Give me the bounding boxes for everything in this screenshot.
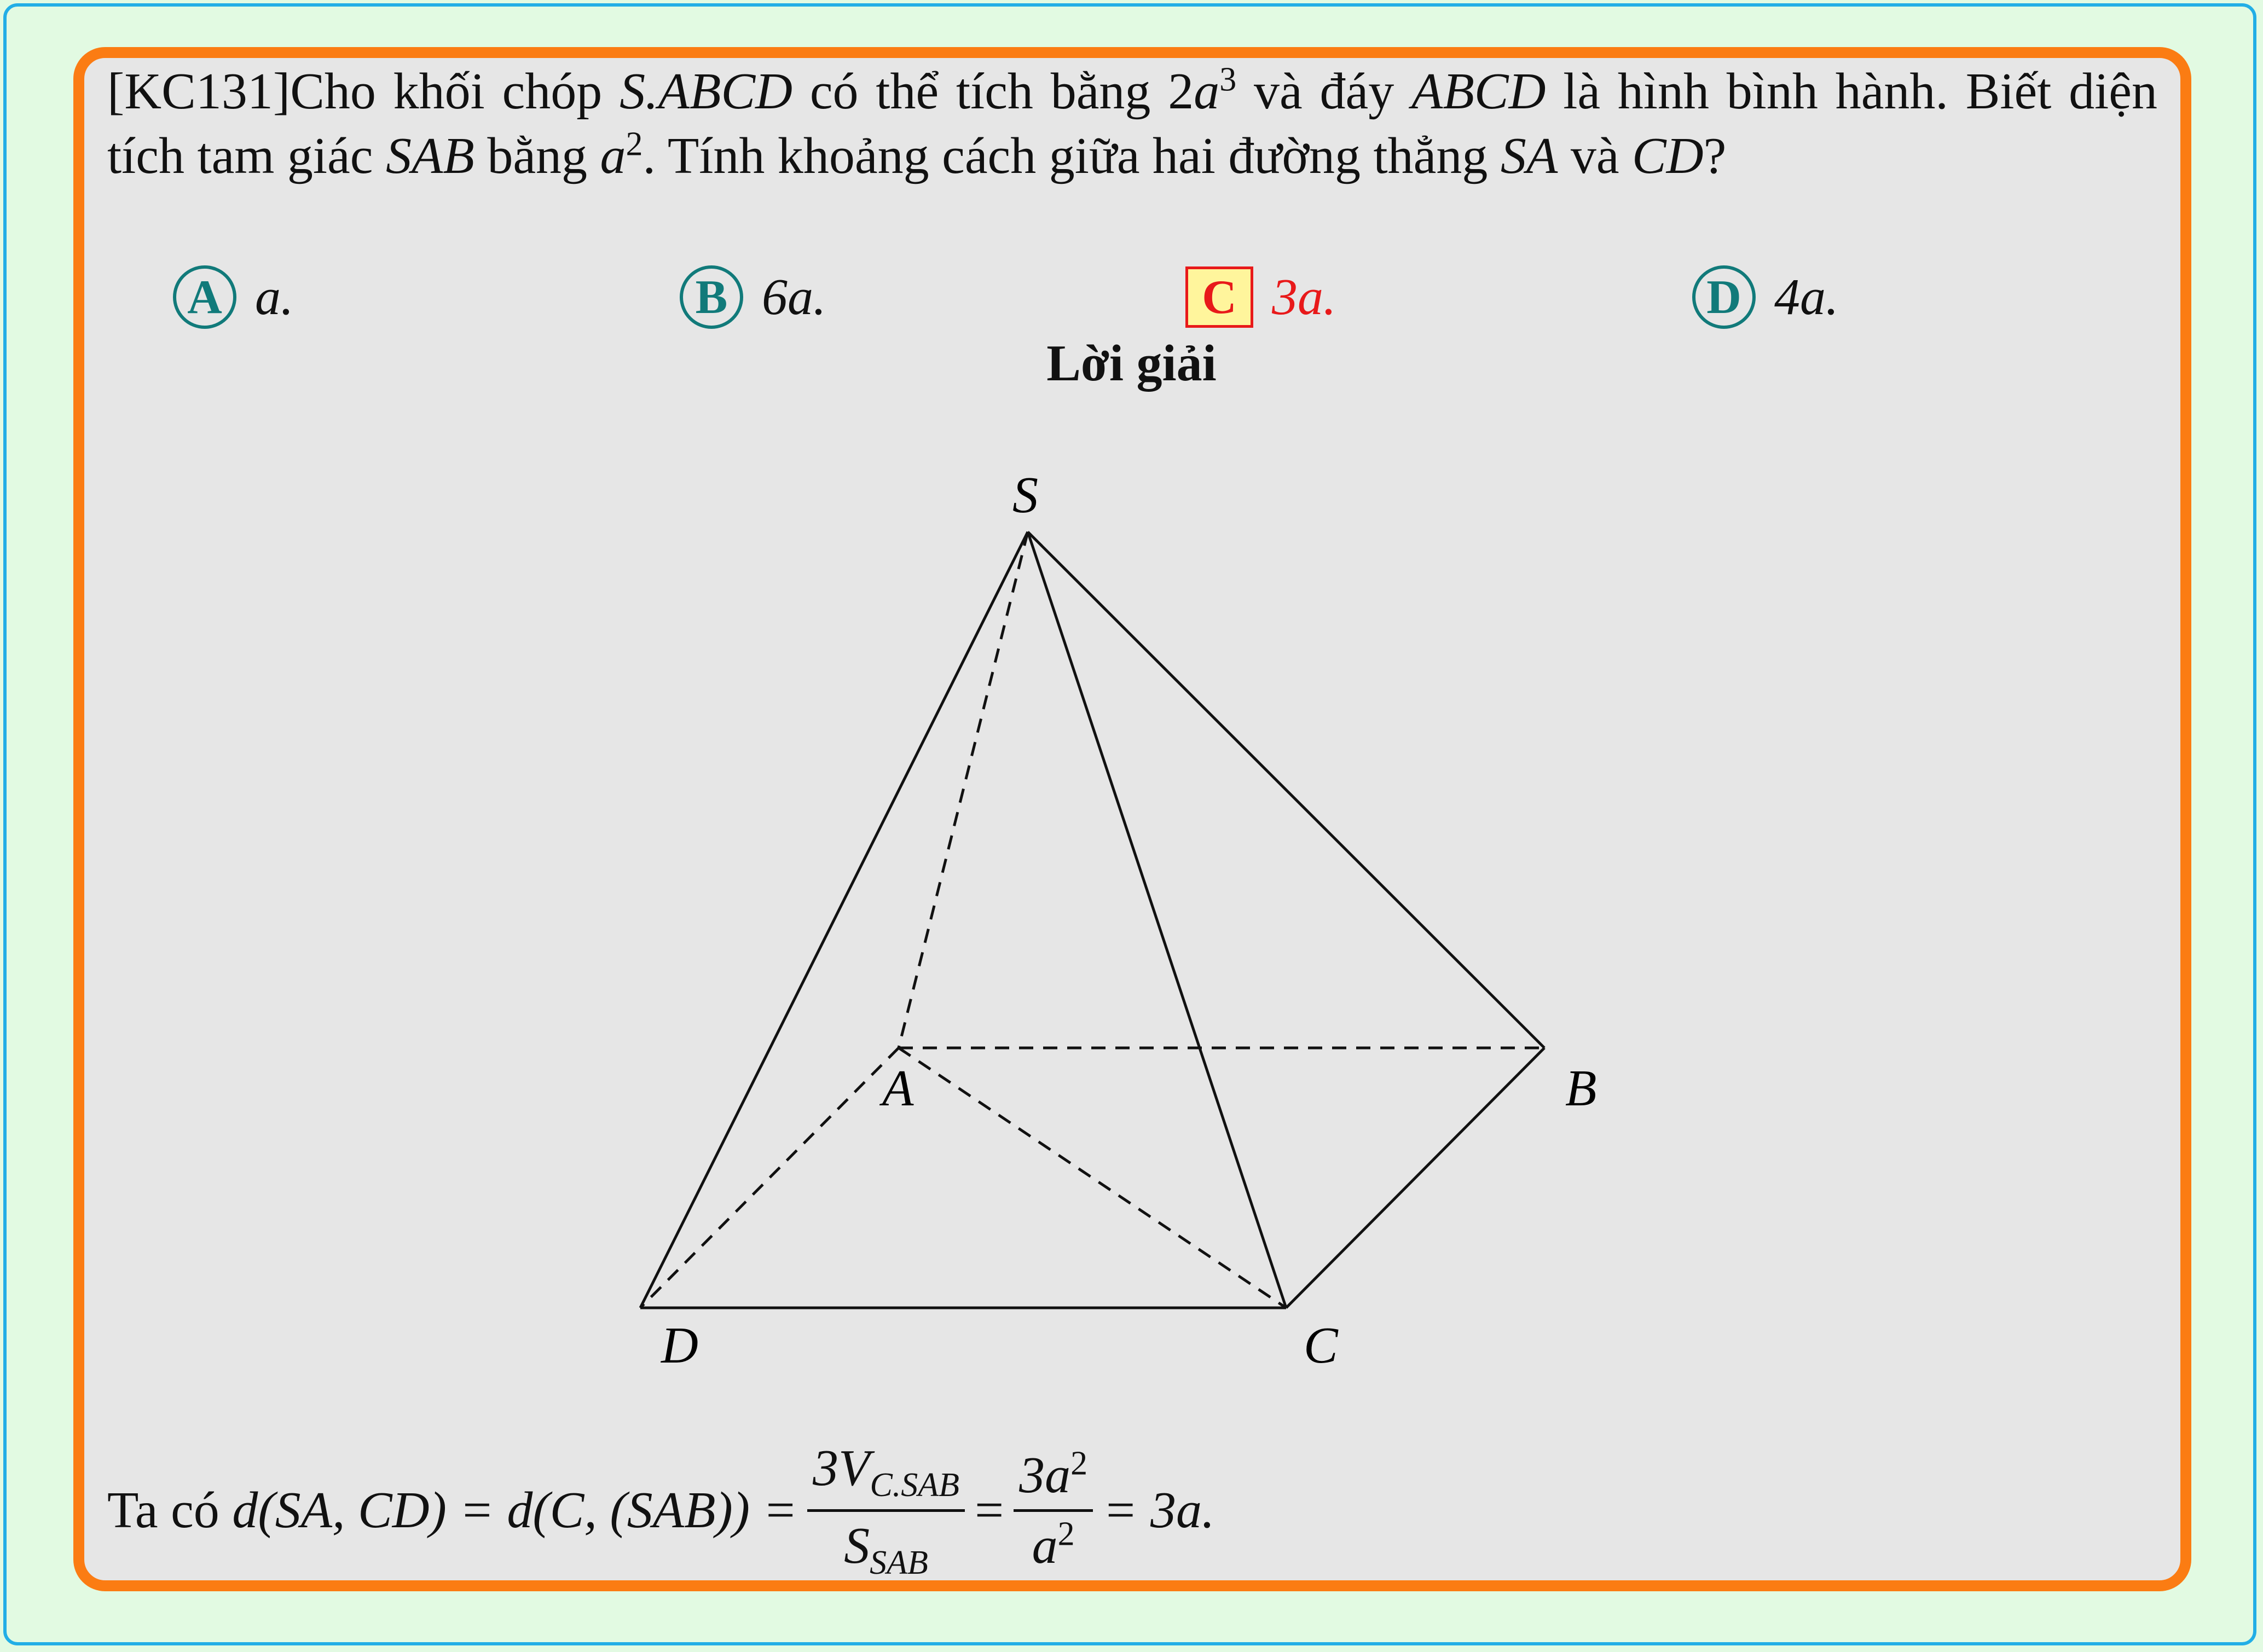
choice-d-badge[interactable]: D [1692, 265, 1756, 329]
choice-a-badge[interactable]: A [173, 265, 236, 329]
edge-ad-hidden [640, 1048, 899, 1308]
choice-c-answer: 3a. [1272, 269, 1336, 326]
formula-result: = 3a. [1103, 1482, 1215, 1539]
edge-sd [640, 532, 1028, 1308]
fraction-volume-over-area: $\frac{3V_{C.SAB}}{S_{SAB}}$ [807, 1439, 965, 1583]
base-name: ABCD [1411, 63, 1546, 120]
triangle-name: SAB [385, 127, 474, 184]
line-sa: SA [1500, 127, 1558, 184]
choice-c-badge-correct[interactable]: C [1185, 266, 1253, 328]
choice-b-badge[interactable]: B [680, 265, 743, 329]
solution-formula: Ta có d(SA, CD) = d(C, (SAB)) = $\frac{3V_{C.SAB}}{S_{SAB}}$ = $\frac{3a^2}{a^2}$ = 3a. [107, 1439, 1215, 1581]
edge-sa-hidden [899, 532, 1028, 1048]
label-s: S [1012, 467, 1038, 524]
edge-sc [1028, 532, 1286, 1308]
solution-title: Lời giải [1046, 335, 1217, 392]
edge-sb [1028, 532, 1544, 1048]
label-d: D [661, 1317, 698, 1374]
formula-lhs: d(SA, CD) = d(C, (SAB)) = [232, 1482, 798, 1539]
line-cd: CD [1632, 127, 1704, 184]
question-id: [KC131] [107, 63, 291, 120]
edge-ac-hidden [899, 1048, 1286, 1308]
area-expression: $a^2$ [600, 125, 643, 184]
choice-b-answer: 6a. [762, 269, 826, 326]
edge-cb [1286, 1048, 1544, 1308]
choice-a-answer: a. [255, 269, 294, 326]
question-text: [KC131]Cho khối chóp S.ABCD có thể tích bằng $2a^3$ và đáy ABCD là hình bình hành. Biết diện tích tam giác SAB bằng $a^2$. Tính khoảng cách giữa hai đường thẳng SA và CD? [107, 61, 2157, 184]
pyramid-name: S.ABCD [620, 63, 793, 120]
label-a: A [882, 1060, 914, 1117]
label-c: C [1304, 1317, 1338, 1374]
volume-expression: $2a^3$ [1168, 61, 1237, 120]
fraction-3a2-over-a2: $\frac{3a^2}{a^2}$ [1014, 1446, 1093, 1575]
label-b: B [1565, 1060, 1597, 1117]
choice-d-answer: 4a. [1774, 269, 1839, 326]
